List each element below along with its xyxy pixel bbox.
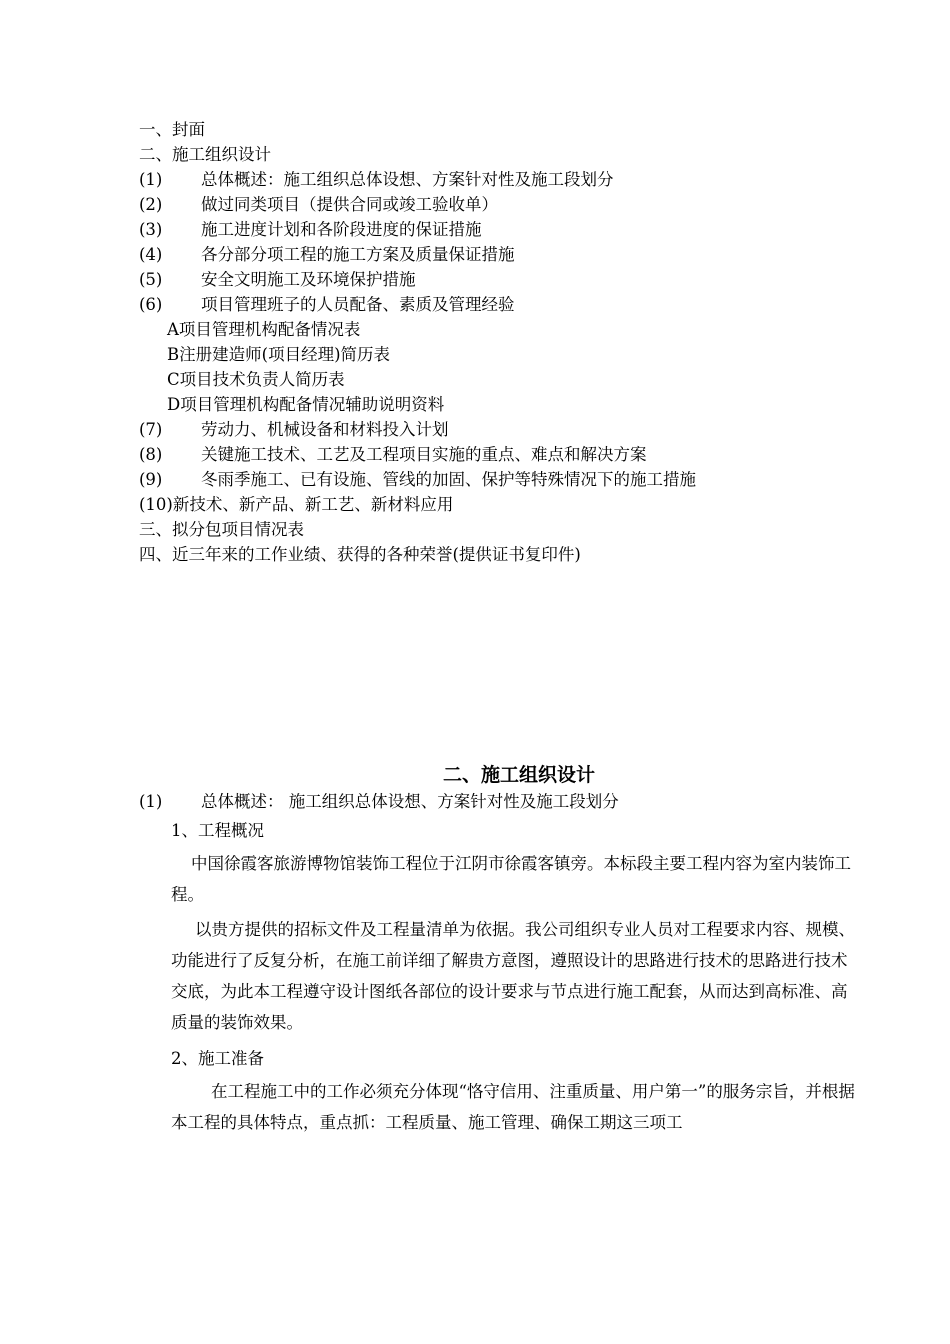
toc-item-number: (2) <box>139 195 163 214</box>
paragraph: 以贵方提供的招标文件及工程量清单为依据。我公司组织专业人员对工程要求内容、规模、功能进行了反复分析，在施工前详细了解贵方意图，遵照设计的思路进行技术的思路进行技术交底，为此本工程遵守设计图纸各部位的设计要求与节点进行施工配套，从而达到高标准、高质量的装饰效果。 <box>171 920 855 1032</box>
toc-item-text: 各分部分项工程的施工方案及质量保证措施 <box>201 245 515 264</box>
section-heading-text: 总体概述： 施工组织总体设想、方案针对性及施工段划分 <box>201 792 619 811</box>
toc-item-text: 项目管理班子的人员配备、素质及管理经验 <box>201 295 515 314</box>
toc-item-number: (6) <box>139 295 163 314</box>
toc-item <box>139 267 899 292</box>
toc-item <box>139 442 899 467</box>
toc-item-text: 一、封面 <box>139 120 205 139</box>
toc-item-text: 安全文明施工及环境保护措施 <box>201 270 416 289</box>
toc-item-text: D项目管理机构配备情况辅助说明资料 <box>167 395 445 414</box>
table-of-contents <box>139 117 899 567</box>
toc-item <box>139 192 899 217</box>
toc-item-text: B注册建造师(项目经理)简历表 <box>167 345 390 364</box>
toc-item-text: A项目管理机构配备情况表 <box>167 320 361 339</box>
toc-item-text: 四、近三年来的工作业绩、获得的各种荣誉(提供证书复印件) <box>139 545 581 564</box>
subheading-construction-prep: 2、施工准备 <box>171 1049 264 1068</box>
toc-item <box>139 217 899 242</box>
toc-item <box>139 242 899 267</box>
paragraph: 中国徐霞客旅游博物馆装饰工程位于江阴市徐霞客镇旁。本标段主要工程内容为室内装饰工程。 <box>171 854 851 904</box>
toc-item-number: (4) <box>139 245 163 264</box>
section-body <box>139 760 859 1142</box>
toc-subitem <box>139 392 899 417</box>
toc-item-text: 做过同类项目（提供合同或竣工验收单） <box>201 195 498 214</box>
toc-item <box>139 492 899 517</box>
toc-item <box>139 142 899 167</box>
toc-item-number: (1) <box>139 170 163 189</box>
toc-item-text: C项目技术负责人简历表 <box>167 370 345 389</box>
toc-item-text: 总体概述：施工组织总体设想、方案针对性及施工段划分 <box>201 170 614 189</box>
toc-item-number: (5) <box>139 270 163 289</box>
toc-item-text: 二、施工组织设计 <box>139 145 271 164</box>
toc-subitem <box>139 367 899 392</box>
toc-item-text: 劳动力、机械设备和材料投入计划 <box>201 420 449 439</box>
section-title: 二、施工组织设计 <box>442 764 595 786</box>
toc-item <box>139 542 899 567</box>
toc-item <box>139 417 899 442</box>
toc-item <box>139 167 899 192</box>
toc-item-text: 三、拟分包项目情况表 <box>139 520 304 539</box>
toc-item-text: 冬雨季施工、已有设施、管线的加固、保护等特殊情况下的施工措施 <box>201 470 696 489</box>
toc-subitem <box>139 317 899 342</box>
section-heading-number: (1) <box>139 792 163 811</box>
toc-item-number: (3) <box>139 220 163 239</box>
toc-subitem <box>139 342 899 367</box>
paragraph: 在工程施工中的工作必须充分体现“恪守信用、注重质量、用户第一”的服务宗旨，并根据本工程的具体特点，重点抓：工程质量、施工管理、确保工期这三项工 <box>171 1082 855 1132</box>
toc-item-text: 关键施工技术、工艺及工程项目实施的重点、难点和解决方案 <box>201 445 647 464</box>
subheading-project-overview: 1、工程概况 <box>171 821 264 840</box>
toc-item-number: (8) <box>139 445 163 464</box>
toc-item-text: (10)新技术、新产品、新工艺、新材料应用 <box>139 495 454 514</box>
toc-item-number: (7) <box>139 420 163 439</box>
toc-item <box>139 292 899 317</box>
toc-item <box>139 467 899 492</box>
section-heading <box>139 790 859 814</box>
toc-item <box>139 117 899 142</box>
toc-item <box>139 517 899 542</box>
toc-item-text: 施工进度计划和各阶段进度的保证措施 <box>201 220 482 239</box>
toc-item-number: (9) <box>139 470 163 489</box>
